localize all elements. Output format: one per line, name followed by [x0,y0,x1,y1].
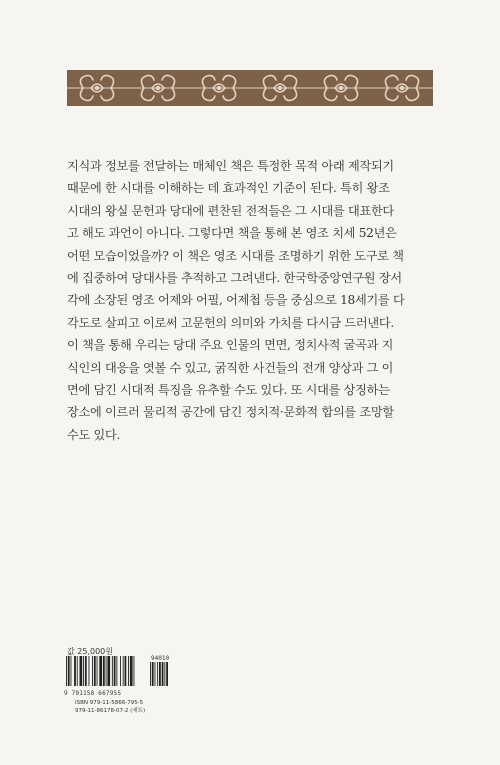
isbn-line: ISBN 979-11-5866-795-5 [75,700,144,706]
description-line: 에 집중하여 당대사를 추적하고 그려낸다. 한국학중앙연구원 장서 [67,271,402,286]
description-line: 면에 담긴 시대적 특징을 유추할 수도 있다. 또 시대를 상징하는 [67,383,390,398]
description-line: 때문에 한 시대를 이해하는 데 효과적인 기준이 된다. 특히 왕조 [67,181,390,196]
barcode-addon-number: 94010 [151,655,170,662]
isbn-text [75,699,145,715]
description-line: 각에 소장된 영조 어제와 어필, 어제첩 등을 중심으로 18세기를 다 [67,293,405,308]
barcode-icon [64,656,172,690]
description-line: 고 해도 과언이 아니다. 그렇다면 책을 통해 본 영조 치세 52년은 [67,226,397,241]
price-label: 값 25,000원 [67,647,113,656]
isbn-set-line: 979-11-86178-07-2 (세트) [75,708,146,714]
description-line: 어떤 모습이었을까? 이 책은 영조 시대를 조명하기 위한 도구로 책 [67,248,404,263]
description-line: 식인의 대응을 엿볼 수 있고, 굵직한 사건들의 전개 양상과 그 이 [67,360,394,375]
description-line: 이 책을 통해 우리는 당대 주요 인물의 면면, 정치사적 굴곡과 지 [67,338,394,353]
description-line: 수도 있다. [67,427,121,442]
ornamental-cloud-band [67,70,433,106]
description-line: 지식과 정보를 전달하는 매체인 책은 특정한 목적 아래 제작되기 [67,159,394,173]
description-line: 장소에 이르러 물리적 공간에 담긴 정치적·문화적 합의를 조망할 [67,405,394,420]
description-line: 시대의 왕실 문헌과 당대에 편찬된 전적들은 그 시대를 대표한다 [67,203,394,218]
description-line: 각도로 살피고 이로써 고문헌의 의미와 가치를 다시금 드러낸다. [67,315,394,330]
back-cover-description [67,155,433,446]
cloud-pattern-icon [67,70,433,106]
barcode-number: 9 791158 667955 [64,690,122,697]
